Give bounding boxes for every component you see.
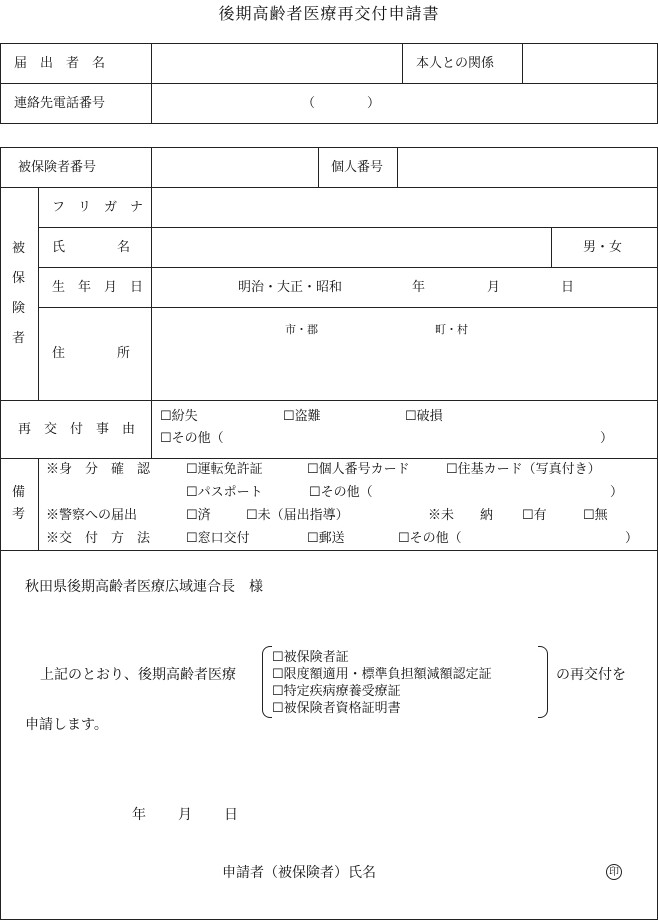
divider bbox=[38, 227, 658, 228]
divider bbox=[0, 400, 658, 401]
reason-label: 再 交 付 事 由 bbox=[18, 422, 136, 437]
divider bbox=[551, 227, 552, 267]
resident-card-checkbox[interactable]: ☐住基カード（写真付き） bbox=[446, 462, 601, 477]
card-option-4[interactable]: ☐被保険者資格証明書 bbox=[272, 701, 401, 716]
police-label: ※警察への届出 bbox=[46, 508, 138, 523]
insured-side-label-4: 者 bbox=[12, 331, 26, 346]
card-option-2[interactable]: ☐限度額適用・標準負担額減額認定証 bbox=[272, 667, 492, 682]
card-option-3[interactable]: ☐特定疾病療養受療証 bbox=[272, 684, 401, 699]
dob-label: 生 年 月 日 bbox=[52, 280, 144, 295]
delivery-mail-checkbox[interactable]: ☐郵送 bbox=[307, 531, 345, 546]
phone-field[interactable]: （ ） bbox=[302, 96, 381, 111]
mynumber-card-checkbox[interactable]: ☐個人番号カード bbox=[307, 462, 410, 477]
request-suffix: の再交付を bbox=[556, 667, 626, 683]
dob-day: 日 bbox=[561, 280, 575, 295]
identity-other-close: ） bbox=[610, 485, 624, 500]
divider bbox=[397, 147, 398, 187]
divider bbox=[151, 147, 152, 400]
unpaid-label: ※未 納 bbox=[428, 508, 494, 523]
divider bbox=[0, 83, 658, 84]
insured-name-label: 氏 名 bbox=[52, 240, 131, 255]
delivery-other-checkbox[interactable]: ☐その他（ bbox=[398, 531, 462, 546]
remarks-label-1: 備 bbox=[12, 485, 26, 500]
passport-checkbox[interactable]: ☐パスポート bbox=[186, 485, 263, 500]
applicant-name-field[interactable] bbox=[160, 47, 398, 79]
insured-side-label-1: 被 bbox=[12, 241, 26, 256]
unpaid-no-checkbox[interactable]: ☐無 bbox=[583, 508, 608, 523]
insured-number-field[interactable] bbox=[156, 151, 314, 183]
dob-year: 年 bbox=[412, 280, 426, 295]
insured-name-field[interactable] bbox=[156, 231, 546, 263]
reason-other-checkbox[interactable]: ☐その他（ bbox=[160, 431, 224, 446]
date-month: 月 bbox=[178, 807, 192, 823]
delivery-window-checkbox[interactable]: ☐窓口交付 bbox=[186, 531, 250, 546]
gender-select[interactable]: 男・女 bbox=[583, 240, 623, 255]
divider bbox=[38, 307, 658, 308]
divider bbox=[0, 458, 658, 459]
signature-label: 申請者（被保険者）氏名 bbox=[222, 865, 376, 881]
relation-label: 本人との関係 bbox=[416, 56, 495, 71]
right-brace bbox=[538, 646, 548, 718]
reason-lost-checkbox[interactable]: ☐紛失 bbox=[160, 409, 198, 424]
identity-other-checkbox[interactable]: ☐その他（ bbox=[309, 485, 373, 500]
police-done-checkbox[interactable]: ☐済 bbox=[186, 508, 211, 523]
identity-label: ※身 分 確 認 bbox=[46, 462, 151, 477]
page-title: 後期高齢者医療再交付申請書 bbox=[218, 4, 440, 23]
police-not-checkbox[interactable]: ☐未（届出指導） bbox=[246, 508, 349, 523]
applicant-name-label: 届 出 者 名 bbox=[14, 56, 106, 71]
address-label: 住 所 bbox=[52, 346, 131, 361]
unpaid-yes-checkbox[interactable]: ☐有 bbox=[522, 508, 547, 523]
insured-side-label-3: 険 bbox=[12, 301, 26, 316]
furigana-label: フ リ ガ ナ bbox=[52, 200, 144, 215]
dob-era[interactable]: 明治・大正・昭和 bbox=[238, 280, 343, 295]
furigana-field[interactable] bbox=[156, 191, 654, 223]
divider bbox=[402, 43, 403, 83]
insured-side-label-2: 保 bbox=[12, 271, 26, 286]
town-label: 町・村 bbox=[435, 323, 468, 336]
divider bbox=[318, 147, 319, 187]
remarks-label-2: 考 bbox=[12, 507, 26, 522]
divider bbox=[151, 43, 152, 124]
mynumber-field[interactable] bbox=[402, 151, 654, 183]
left-brace bbox=[262, 646, 272, 718]
divider bbox=[38, 267, 658, 268]
phone-label: 連絡先電話番号 bbox=[14, 96, 106, 111]
reason-stolen-checkbox[interactable]: ☐盗難 bbox=[283, 409, 321, 424]
addressee: 秋田県後期高齢者医療広域連合長 様 bbox=[25, 579, 263, 595]
date-day: 日 bbox=[224, 807, 238, 823]
relation-field[interactable] bbox=[528, 47, 654, 79]
dob-month: 月 bbox=[487, 280, 501, 295]
divider bbox=[151, 400, 152, 458]
reason-other-close: ） bbox=[600, 431, 614, 446]
address-field[interactable] bbox=[156, 312, 654, 396]
request-closing: 申請します。 bbox=[25, 717, 108, 733]
divider bbox=[522, 43, 523, 83]
mynumber-label: 個人番号 bbox=[331, 160, 384, 175]
insured-number-label: 被保険者番号 bbox=[18, 160, 97, 175]
signature-field[interactable] bbox=[395, 860, 595, 884]
seal-stamp: 印 bbox=[606, 864, 622, 880]
license-checkbox[interactable]: ☐運転免許証 bbox=[186, 462, 263, 477]
delivery-label: ※交 付 方 法 bbox=[46, 531, 151, 546]
date-year: 年 bbox=[132, 807, 146, 823]
reason-damaged-checkbox[interactable]: ☐破損 bbox=[405, 409, 443, 424]
divider bbox=[38, 187, 39, 400]
request-intro: 上記のとおり、後期高齢者医療 bbox=[40, 667, 236, 683]
card-option-1[interactable]: ☐被保険者証 bbox=[272, 650, 349, 665]
delivery-other-close: ） bbox=[625, 531, 639, 546]
city-label: 市・郡 bbox=[285, 323, 318, 336]
divider bbox=[38, 458, 39, 551]
divider bbox=[0, 187, 658, 188]
